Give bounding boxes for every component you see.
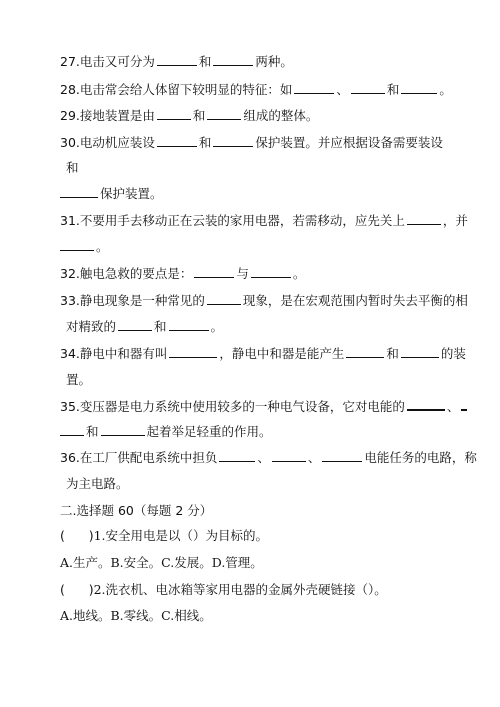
answer-blank[interactable] bbox=[207, 108, 241, 120]
question-34-line-1: 34.静电中和器有叫 ，静电中和器是能产生 和 的装 bbox=[60, 346, 466, 361]
answer-blank[interactable] bbox=[351, 82, 385, 94]
question-28: 28.电击常会给人体留下较明显的特征：如 、 和 。 bbox=[60, 82, 452, 97]
answer-blank[interactable] bbox=[157, 108, 191, 120]
choice-question-1: ( )1.安全用电是以（）为目标的。 bbox=[60, 528, 269, 543]
answer-blank[interactable] bbox=[60, 424, 84, 436]
answer-blank[interactable] bbox=[407, 213, 441, 225]
question-36-line-2: 为主电路。 bbox=[66, 476, 129, 491]
answer-blank[interactable] bbox=[60, 239, 94, 251]
answer-blank[interactable] bbox=[194, 266, 234, 278]
answer-blank[interactable] bbox=[213, 54, 253, 66]
choice-question-2: ( )2.洗衣机、电冰箱等家用电器的金属外壳硬链接（）。 bbox=[60, 582, 387, 597]
answer-paren[interactable]: ( ) bbox=[60, 582, 94, 597]
question-35-line-1: 35.变压器是电力系统中使用较多的一种电气设备，它对电能的 、 bbox=[60, 398, 480, 415]
section-2-title: 二.选择题 60（每题 2 分） bbox=[60, 503, 213, 518]
answer-blank[interactable] bbox=[401, 346, 439, 358]
answer-blank[interactable] bbox=[101, 424, 145, 436]
choice-2-options: A.地线。B.零线。C.相线。 bbox=[60, 608, 212, 623]
question-30-line-2: 和 bbox=[66, 160, 79, 175]
answer-blank[interactable] bbox=[407, 398, 445, 411]
answer-blank[interactable] bbox=[118, 319, 152, 331]
answer-blank[interactable] bbox=[207, 293, 241, 305]
answer-blank[interactable] bbox=[169, 346, 217, 358]
answer-blank[interactable] bbox=[219, 450, 255, 462]
question-34-line-2: 置。 bbox=[66, 372, 92, 387]
question-31-line-1: 31.不要用手去移动正在云装的家用电器，若需移动，应先关上 ，并 bbox=[60, 213, 468, 228]
answer-blank[interactable] bbox=[346, 346, 384, 358]
answer-blank[interactable] bbox=[322, 450, 362, 462]
question-33-line-1: 33.静电现象是一种常见的 现象，是在宏观范围内暂时失去平衡的相 bbox=[60, 293, 468, 308]
question-31-line-2: 。 bbox=[60, 239, 480, 255]
question-33-line-2: 对精致的 和 。 bbox=[66, 319, 224, 334]
answer-blank[interactable] bbox=[213, 135, 253, 147]
answer-blank[interactable] bbox=[251, 266, 291, 278]
question-35-line-2: 和 起着举足轻重的作用。 bbox=[60, 424, 480, 440]
answer-blank[interactable] bbox=[461, 398, 467, 411]
question-32: 32.触电急救的要点是： 与 。 bbox=[60, 266, 306, 281]
question-30-line-3: 保护装置。 bbox=[60, 186, 480, 202]
choice-1-options: A.生产。B.安全。C.发展。D.管理。 bbox=[60, 555, 263, 570]
answer-blank[interactable] bbox=[294, 82, 334, 94]
question-36-line-1: 36.在工厂供配电系统中担负 、 、 电能任务的电路，称 bbox=[60, 450, 477, 465]
answer-paren[interactable]: ( ) bbox=[60, 528, 94, 543]
answer-blank[interactable] bbox=[157, 54, 197, 66]
answer-blank[interactable] bbox=[272, 450, 306, 462]
question-27: 27.电击又可分为 和 两种。 bbox=[60, 54, 293, 69]
answer-blank[interactable] bbox=[157, 135, 197, 147]
question-30-line-1: 30.电动机应装设 和 保护装置。并应根据设备需要装设 bbox=[60, 135, 443, 150]
answer-blank[interactable] bbox=[401, 82, 437, 94]
answer-blank[interactable] bbox=[169, 319, 209, 331]
answer-blank[interactable] bbox=[60, 186, 98, 198]
question-29: 29.接地装置是由 和 组成的整体。 bbox=[60, 108, 319, 123]
